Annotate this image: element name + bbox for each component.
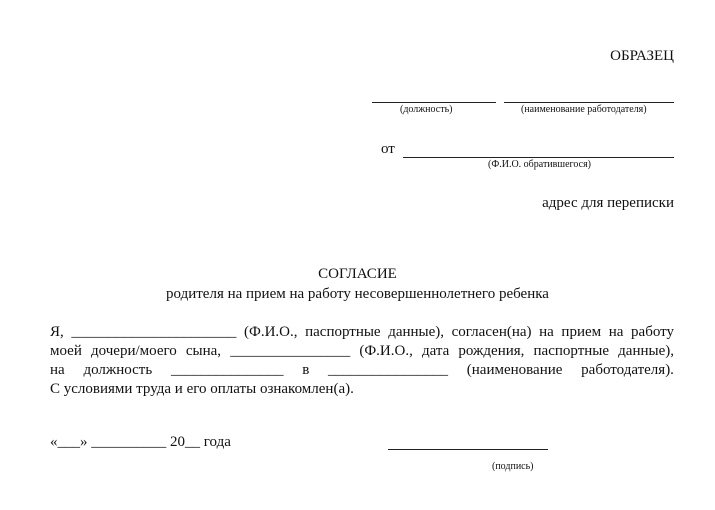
document-subtitle: родителя на прием на работу несовершеннолетнего ребенка [166, 286, 549, 302]
paragraph-line-4-text: С условиями труда и его оплаты ознакомлен(а). [50, 381, 354, 397]
from-label: от [381, 141, 395, 157]
address-label: адрес для переписки [542, 195, 674, 211]
paragraph-line-1-text: Я, ______________________ (Ф.И.О., паспортные данные), согласен(на) на прием на работу [50, 324, 674, 340]
paragraph-line-3 [50, 361, 674, 380]
line3-word: _______________ [170, 362, 284, 378]
line3-word: (наименование [466, 362, 563, 378]
signature-caption: (подпись) [492, 461, 534, 472]
consent-paragraph [50, 323, 674, 399]
sample-label: ОБРАЗЕЦ [610, 48, 674, 64]
paragraph-line-2-text: моей дочери/моего сына, ________________ (Ф.И.О., дата рождения, паспортные данные), [50, 343, 674, 359]
line3-word: на [50, 362, 65, 378]
line3-word: должность [83, 362, 153, 378]
document-title: СОГЛАСИЕ [318, 266, 397, 282]
paragraph-line-1 [50, 323, 674, 342]
date-line: «___» __________ 20__ года [50, 434, 231, 450]
paragraph-line-4 [50, 380, 674, 399]
line3-word: в [302, 362, 310, 378]
employer-caption: (наименование работодателя) [521, 104, 647, 115]
signature-line [388, 449, 548, 450]
line3-word: работодателя). [581, 362, 674, 378]
applicant-caption: (Ф.И.О. обратившегося) [488, 159, 591, 170]
applicant-line [403, 157, 674, 158]
employer-line [504, 102, 674, 103]
position-line [372, 102, 496, 103]
line3-word: ________________ [328, 362, 449, 378]
position-caption: (должность) [400, 104, 453, 115]
paragraph-line-2 [50, 342, 674, 361]
